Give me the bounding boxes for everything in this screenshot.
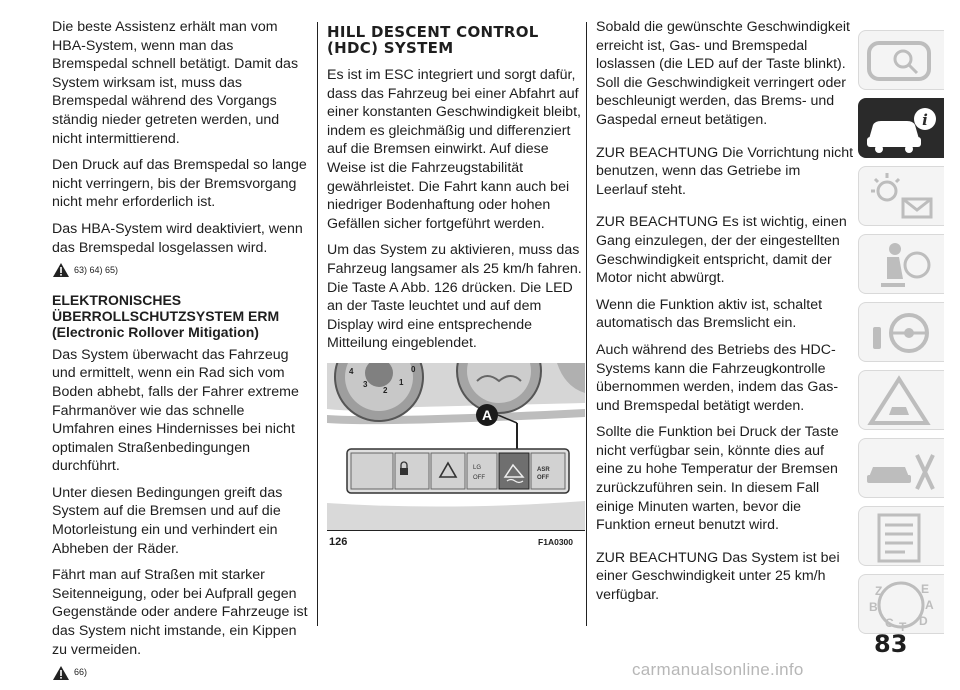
paragraph: Die beste Assistenz erhält man vom HBA-System, wenn man das Bremspedal schnell betätigt. Damit das System wirksam ist, muss das Bremspedal während des Vorgangs ständig nieder getreten werden, und nicht intermittierend. [52,19,299,147]
section-heading-hdc: HILL DESCENT CONTROL (HDC) SYSTEM [327,23,539,57]
column-divider [586,22,587,626]
specifications-list-icon [859,507,945,567]
section-heading-erm: ELEKTRONISCHES ÜBERROLLSCHUTZSYSTEM ERM (Electronic Rollover Mitigation) [52,291,280,340]
index-letter: D [919,614,928,628]
paragraph: Sobald die gewünschte Geschwindigkeit erreicht ist, Gas- und Bremspedal loslassen (die LED auf der Taste blinkt). Soll die Geschwindigkeit verringert oder beschleunigt werden, das Brems- und Gaspedal erneut betätigen. [596,19,850,128]
car-tools-icon [859,439,945,499]
lights-mail-icon [859,167,945,227]
paragraph: Wenn die Funktion aktiv ist, schaltet automatisch das Bremslicht ein. [596,296,823,332]
callout-letter: A [481,406,493,423]
index-letter: E [921,582,930,596]
paragraph: Es ist im ESC integriert und sorgt dafür, dass das Fahrzeug bei einer Abfahrt auf einer konstanten Geschwindigkeit bleibt, indem es gleichmäßig und differenziert auf die Bremsen einwirkt. Auf diese Weise ist die Fahrzeugstabilität gewährleistet. Die Fahrt kann auch bei niedriger Bodenhaftung oder hohen Gefällen sicher fortgeführt werden. [327,67,581,232]
paragraph: Um das System zu aktivieren, muss das Fahrzeug langsamer als 25 km/h fahren. Die Taste A Abb. 126 drücken. Die LED an der Taste leuchtet und auf dem Display wird eine entsprechende Mitteilung eingeblendet. [327,242,582,352]
warning-refs: 63) 64) 65) [74,265,119,276]
column-divider [317,22,318,626]
nav-tab-dashboard[interactable] [858,30,944,90]
index-letter: T [899,620,907,634]
button-label: OFF [537,474,549,481]
dial-number: 4 [349,366,354,376]
nav-tab-maintenance[interactable] [858,438,944,498]
figure-126 [327,363,585,551]
nav-tab-safety[interactable] [858,234,944,294]
dial-number: 3 [363,379,368,389]
svg-text:i: i [922,111,928,129]
button-label: ASR [537,466,550,473]
note-paragraph: ZUR BEACHTUNG Das System ist bei einer Geschwindigkeit unter 25 km/h verfügbar. [596,549,840,604]
button-label: LG [473,464,482,471]
paragraph: Fährt man auf Straßen mit starker Seitenneigung, oder bei Aufprall gegen Gegenstände oder andere Fahrzeuge ist das System nicht imstande, ein Kippen zu vermeiden. [52,567,308,658]
nav-tab-index[interactable] [858,574,944,634]
paragraph: Das System überwacht das Fahrzeug und ermittelt, wenn ein Rad sich vom Boden abhebt, falls der Fahrer extreme Fahrmanöver wie das schnelle Umfahren eines Hindernisses bei nicht optimalen Straßenbedingungen durchführt. [52,346,299,475]
dial-number: 2 [383,385,388,395]
nav-tab-lights[interactable] [858,166,944,226]
index-letter: A [925,598,934,612]
airbag-seat-icon [859,235,945,295]
warning-triangle-icon [52,665,70,681]
index-letter: B [869,600,878,614]
warning-car-icon [859,371,945,431]
warning-reference [52,663,310,682]
nav-tab-specifications[interactable] [858,506,944,566]
dial-number: 0 [411,364,416,374]
text-column-2 [327,22,585,551]
paragraph: Sollte die Funktion bei Druck der Taste nicht verfügbar sein, könnte dies auf eine zu hohe Temperatur der Bremsen zurückzuführen sein. In diesem Fall einige Minuten warten, bevor die Funktion erneut benutzt wird. [596,424,839,534]
paragraph: Den Druck auf das Bremspedal so lange nicht verringern, bis der Bremsvorgang nicht mehr erforderlich ist. [52,157,307,211]
index-letter: Z [875,584,883,598]
button-label: OFF [473,474,485,481]
warning-triangle-icon [52,262,70,278]
nav-tab-car-info[interactable] [858,98,944,158]
dashboard-search-icon [859,31,945,91]
nav-tab-driving[interactable] [858,302,944,362]
text-column-3 [596,18,854,613]
watermark: carmanualsonline.info [632,660,804,679]
page-number: 83 [874,630,908,658]
note-paragraph: ZUR BEACHTUNG Es ist wichtig, einen Gang einzulegen, der der eingestellten Geschwindigkeit entspricht, damit der Motor nicht abwürgt. [596,214,847,287]
note-paragraph: ZUR BEACHTUNG Die Vorrichtung nicht benutzen, wenn das Getriebe im Leerlauf steht. [596,144,854,198]
nav-tab-emergency[interactable] [858,370,944,430]
warning-refs: 66) [74,667,88,678]
figure-number: 126 [329,535,348,548]
figure-code: F1A0300 [538,536,573,547]
index-letters-icon [859,575,945,635]
index-letter: C [885,616,894,630]
paragraph: Das HBA-System wird deaktiviert, wenn das Bremspedal losgelassen wird. [52,220,303,256]
figure-caption [327,530,585,550]
text-column-1 [52,18,310,690]
dial-number: 1 [399,377,404,387]
warning-reference [52,261,310,280]
hdc-button-illustration [327,363,585,531]
car-info-icon [859,99,945,159]
paragraph: Auch während des Betriebs des HDC-Systems kann die Fahrzeugkontrolle übernommen werden, indem das Gas- und Bremspedal betätigt werden. [596,341,839,414]
paragraph: Unter diesen Bedingungen greift das System auf die Bremsen und auf die Motorleistung ein und verhindert ein Abheben der Räder. [52,484,283,557]
steering-wheel-icon [859,303,945,363]
